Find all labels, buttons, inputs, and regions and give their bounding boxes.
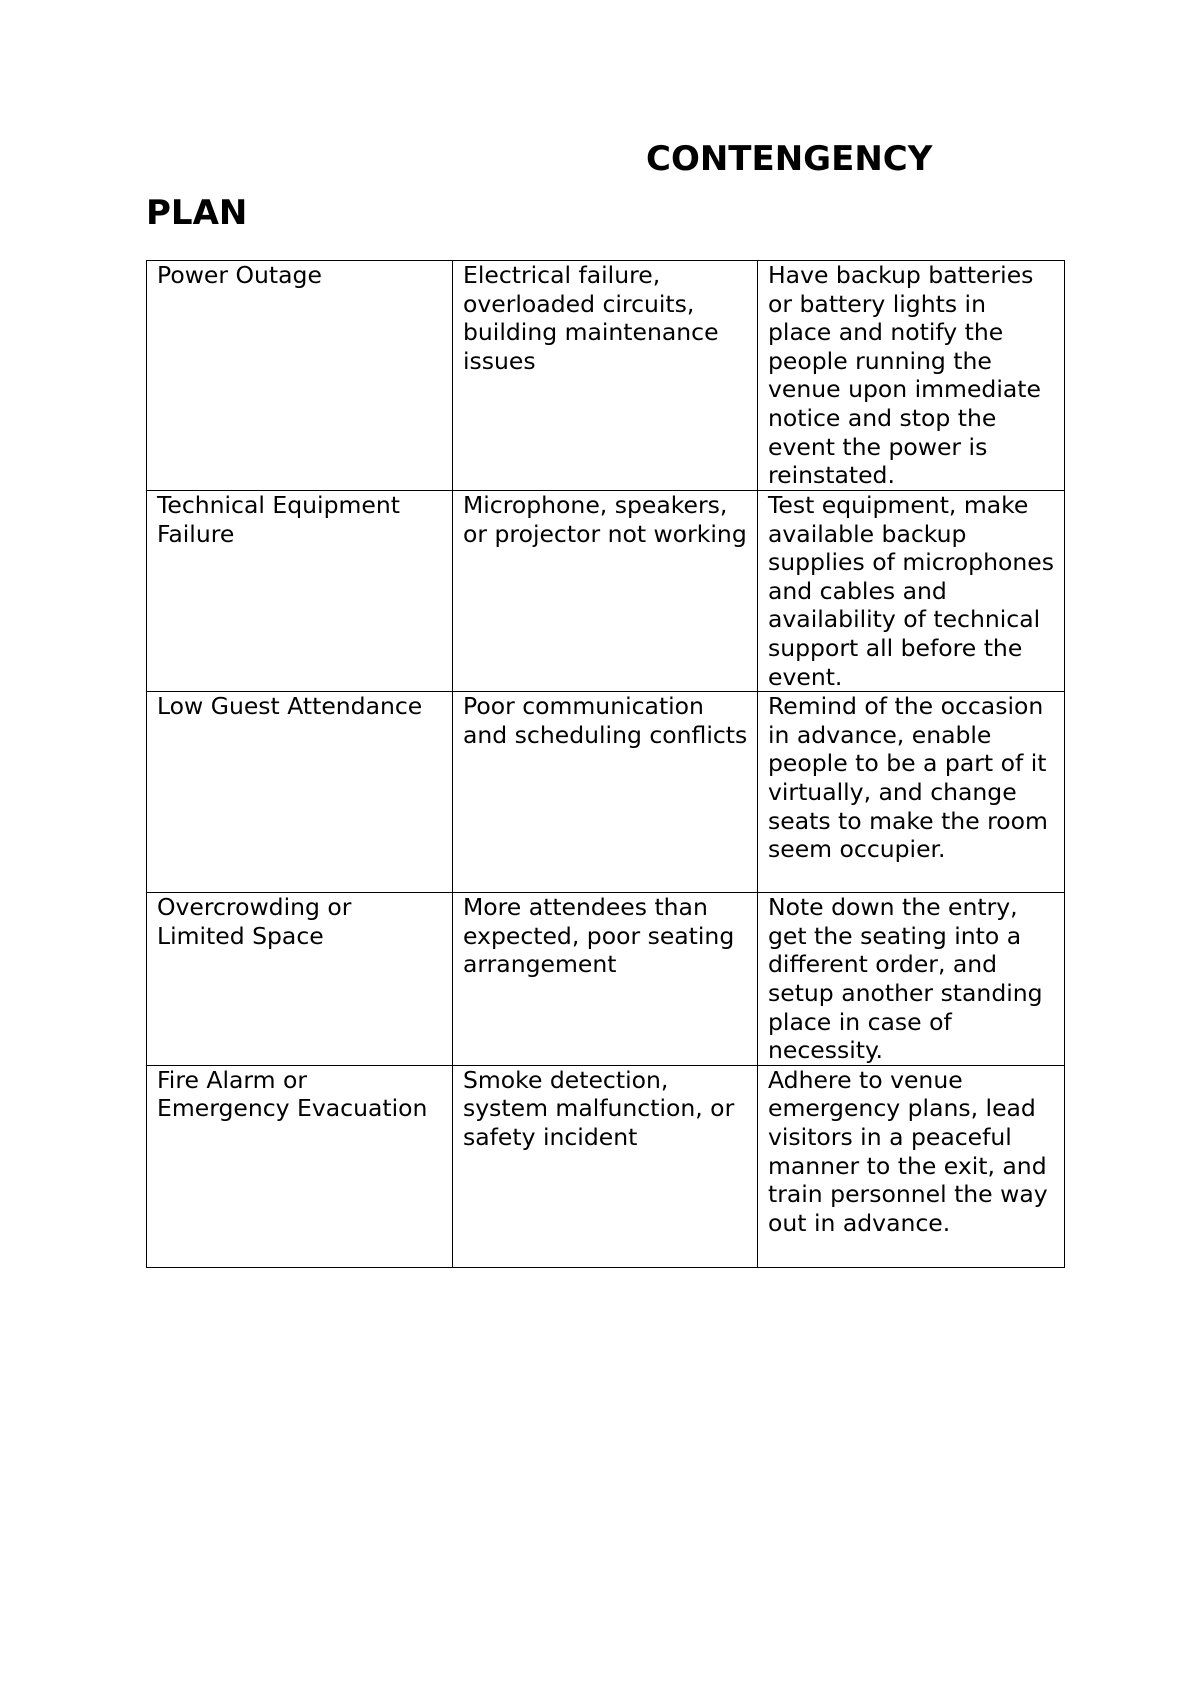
cause-cell: Smoke detection, system malfunction, or safety incident bbox=[453, 1065, 758, 1267]
table-row bbox=[147, 261, 1065, 491]
cause-cell: Microphone, speakers, or projector not working bbox=[453, 491, 758, 692]
cause-cell: Poor communication and scheduling conflicts bbox=[453, 692, 758, 893]
response-cell: Have backup batteries or battery lights in place and notify the people running the venue upon immediate notice and stop the event the power is reinstated. bbox=[758, 261, 1065, 491]
table-row bbox=[147, 1065, 1065, 1267]
table-row bbox=[147, 491, 1065, 692]
risk-cell: Power Outage bbox=[147, 261, 453, 491]
risk-cell: Overcrowding or Limited Space bbox=[147, 893, 453, 1066]
response-cell: Adhere to venue emergency plans, lead visitors in a peaceful manner to the exit, and train personnel the way out in advance. bbox=[758, 1065, 1065, 1267]
response-cell: Test equipment, make available backup supplies of microphones and cables and availability of technical support all before the event. bbox=[758, 491, 1065, 692]
document-title-part1: CONTENGENCY bbox=[646, 139, 933, 179]
risk-cell: Technical Equipment Failure bbox=[147, 491, 453, 692]
risk-cell: Fire Alarm or Emergency Evacuation bbox=[147, 1065, 453, 1267]
table-row bbox=[147, 692, 1065, 893]
cause-cell: Electrical failure, overloaded circuits, building maintenance issues bbox=[453, 261, 758, 491]
risk-cell: Low Guest Attendance bbox=[147, 692, 453, 893]
response-cell: Remind of the occasion in advance, enable people to be a part of it virtually, and change seats to make the room seem occupier. bbox=[758, 692, 1065, 893]
table-row bbox=[147, 893, 1065, 1066]
cause-cell: More attendees than expected, poor seating arrangement bbox=[453, 893, 758, 1066]
response-cell: Note down the entry, get the seating into a different order, and setup another standing place in case of necessity. bbox=[758, 893, 1065, 1066]
contingency-plan-table bbox=[146, 260, 1065, 1268]
document-title-part2: PLAN bbox=[146, 193, 248, 233]
